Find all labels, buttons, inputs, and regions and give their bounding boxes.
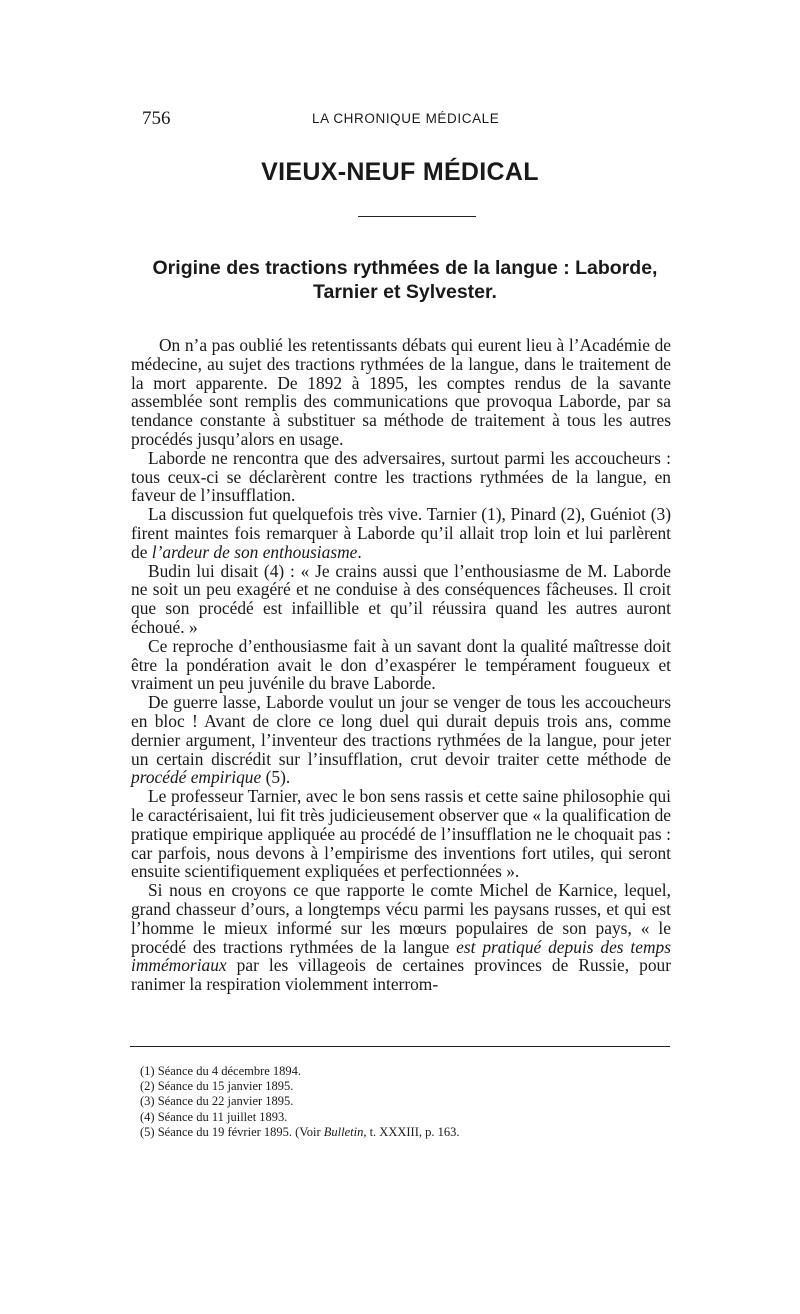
text-run: Budin lui disait (4) : « Je crains aussi que l’enthousiasme de M. Laborde ne soit un peu exagéré et ne conduise à des conséquences fâcheuses. Il croit que son procédé est infaillible et qu’il réussira quand les autres auront échoué. »	[131, 560, 671, 637]
text-run: par les villageois de certaines provinces de Russie, pour ranimer la respiration violemment interrom-	[131, 955, 671, 995]
section-title: VIEUX-NEUF MÉDICAL	[261, 158, 539, 186]
italic-run: est pratiqué depuis des temps immémoriaux	[131, 936, 671, 976]
paragraph	[131, 637, 671, 693]
italic-run: procédé empirique	[131, 767, 262, 788]
footnote-rule	[130, 1046, 670, 1047]
article-title: Origine des tractions rythmées de la langue : Laborde, Tarnier et Sylvester.	[152, 257, 658, 303]
footnote	[140, 1110, 660, 1125]
paragraph	[131, 505, 671, 561]
text-run: Laborde ne rencontra que des adversaires, surtout parmi les accoucheurs : tous ceux-ci se déclarèrent contre les tractions rythmées de la langue, en faveur de l’insufflation.	[131, 447, 671, 506]
text-run: Le professeur Tarnier, avec le bon sens rassis et cette saine philosophie qui le caractérisaient, lui fit très judicieusement observer que « la qualification de pratique empirique appliquée au procédé de l’insufflation ne le choquait pas : car parfois, nous devons à l’empirisme des inventions fort utiles, qui seront ensuite scientifiquement expliquées et perfectionnées ».	[131, 786, 671, 882]
paragraph	[131, 787, 671, 881]
text-run: (2) Séance du 15 janvier 1895.	[140, 1079, 294, 1094]
journal-title: LA CHRONIQUE MÉDICALE	[312, 111, 500, 126]
italic-run: Bulletin	[323, 1124, 364, 1139]
text-run: (3) Séance du 22 janvier 1895.	[140, 1094, 294, 1109]
paragraph	[131, 693, 671, 787]
paragraph	[131, 562, 671, 637]
running-head	[130, 108, 670, 128]
text-run: Ce reproche d’enthousiasme fait à un savant dont la qualité maîtresse doit être la pondération avait le don d’exaspérer le tempérament fougueux et vraiment un peu juvénile du brave Laborde.	[131, 635, 671, 694]
footnote	[140, 1125, 660, 1140]
text-run: (4) Séance du 11 juillet 1893.	[140, 1109, 288, 1124]
italic-run: l’ardeur de son enthousiasme	[151, 541, 358, 562]
article-body	[131, 336, 671, 994]
footnote	[140, 1064, 660, 1079]
title-rule	[358, 216, 476, 217]
page-number: 756	[142, 108, 171, 129]
paragraph	[131, 336, 671, 449]
text-run: On n’a pas oublié les retentissants débats qui eurent lieu à l’Académie de médecine, au sujet des tractions rythmées de la langue, dans le traitement de la mort apparente. De 1892 à 1895, les comptes rendus de la savante assemblée sont remplis des communications que provoqua Laborde, par sa tendance constante à substituer sa méthode de traitement à tous les autres procédés jusqu’alors en usage.	[131, 335, 671, 449]
footnote	[140, 1079, 660, 1094]
text-run: .	[357, 541, 362, 562]
text-run: La discussion fut quelquefois très vive. Tarnier (1), Pinard (2), Guéniot (3) firent maintes fois remarquer à Laborde qu’il allait trop loin et lui parlèrent de	[131, 504, 671, 562]
footnote	[140, 1094, 660, 1109]
text-run: (5) Séance du 19 février 1895. (Voir	[140, 1124, 324, 1139]
footnotes	[140, 1064, 660, 1140]
text-run: , t. XXXIII, p. 163.	[363, 1124, 460, 1139]
text-run: (1) Séance du 4 décembre 1894.	[140, 1064, 302, 1078]
text-run: Si nous en croyons ce que rapporte le comte Michel de Karnice, lequel, grand chasseur d’ours, a longtemps vécu parmi les paysans russes, et qui est l’homme le mieux informé sur les mœurs populaires de son pays, « le procédé des tractions rythmées de la langue	[131, 880, 671, 957]
text-run: De guerre lasse, Laborde voulut un jour se venger de tous les accoucheurs en bloc ! Avant de clore ce long duel qui durait depuis trois ans, comme dernier argument, l’inventeur des tractions rythmées de la langue, pour jeter un certain discrédit sur l’insufflation, crut devoir traiter cette méthode de	[131, 692, 671, 769]
text-run: (5).	[261, 767, 291, 788]
paragraph	[131, 881, 671, 994]
paragraph	[131, 449, 671, 505]
